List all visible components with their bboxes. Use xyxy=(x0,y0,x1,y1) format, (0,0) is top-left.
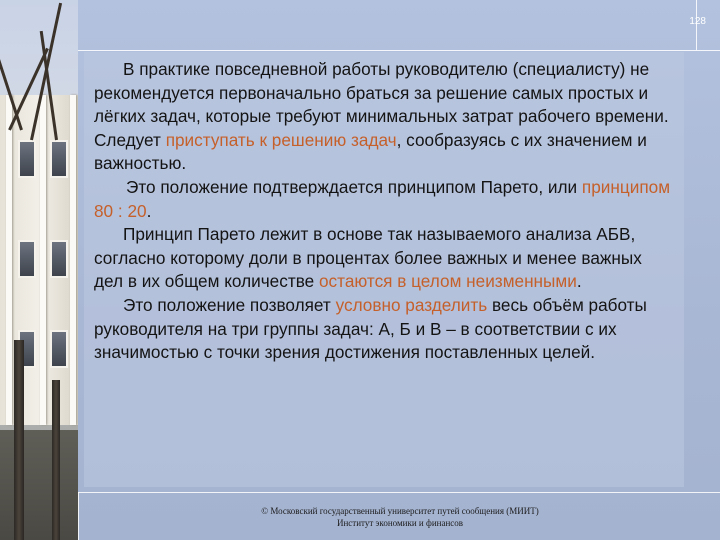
paragraph xyxy=(94,176,674,223)
highlighted-text: остаются в целом неизменными xyxy=(318,271,577,292)
highlighted-text: принципом 80 : 20 xyxy=(94,176,671,221)
paragraph-text: В практике повседневной работы руководителю (специалисту) не рекомендуется первоначально браться за решение самых простых и лёгких задач, которые требуют минимальных затрат рабочего времени. Следует xyxy=(94,59,669,150)
tree-trunk xyxy=(14,340,24,540)
paragraph-text: . xyxy=(576,271,582,292)
paragraph-text: , сообразуясь с их значением и важностью. xyxy=(94,129,647,174)
paragraph-text: Это положение позволяет xyxy=(123,294,336,315)
window xyxy=(50,140,68,178)
page-number: 128 xyxy=(689,16,706,27)
column xyxy=(40,95,46,425)
building-photo xyxy=(0,0,78,540)
column xyxy=(70,95,76,425)
divider-top xyxy=(78,50,720,51)
paragraph xyxy=(94,294,674,365)
body-text xyxy=(94,58,674,365)
footer xyxy=(80,505,720,529)
window xyxy=(50,240,68,278)
paragraph-text: весь объём работы руководителя на три группы задач: А, Б и В – в соответствии с их значимостью с точки зрения достижения поставленных целей. xyxy=(94,294,647,363)
paragraph-text: Это положение подтверждается принципом Парето, или xyxy=(126,176,582,197)
paragraph-text: . xyxy=(146,200,152,221)
window xyxy=(50,330,68,368)
ground xyxy=(0,430,78,540)
footer-copyright: © Московский государственный университет путей сообщения (МИИТ) xyxy=(261,506,539,516)
paragraph xyxy=(94,58,674,176)
highlighted-text: приступать к решению задач xyxy=(165,129,397,150)
window xyxy=(18,140,36,178)
column xyxy=(6,95,12,425)
window xyxy=(18,240,36,278)
tree-trunk xyxy=(52,380,60,540)
highlighted-text: условно разделить xyxy=(335,294,488,315)
divider-bottom xyxy=(78,492,720,493)
paragraph-text: Принцип Парето лежит в основе так называемого анализа АБВ, согласно которому доли в процентах более важных и менее важных дел в их общем количестве xyxy=(94,224,642,292)
paragraph xyxy=(94,223,674,294)
footer-institute: Институт экономики и финансов xyxy=(336,518,464,528)
divider-corner xyxy=(78,492,79,540)
